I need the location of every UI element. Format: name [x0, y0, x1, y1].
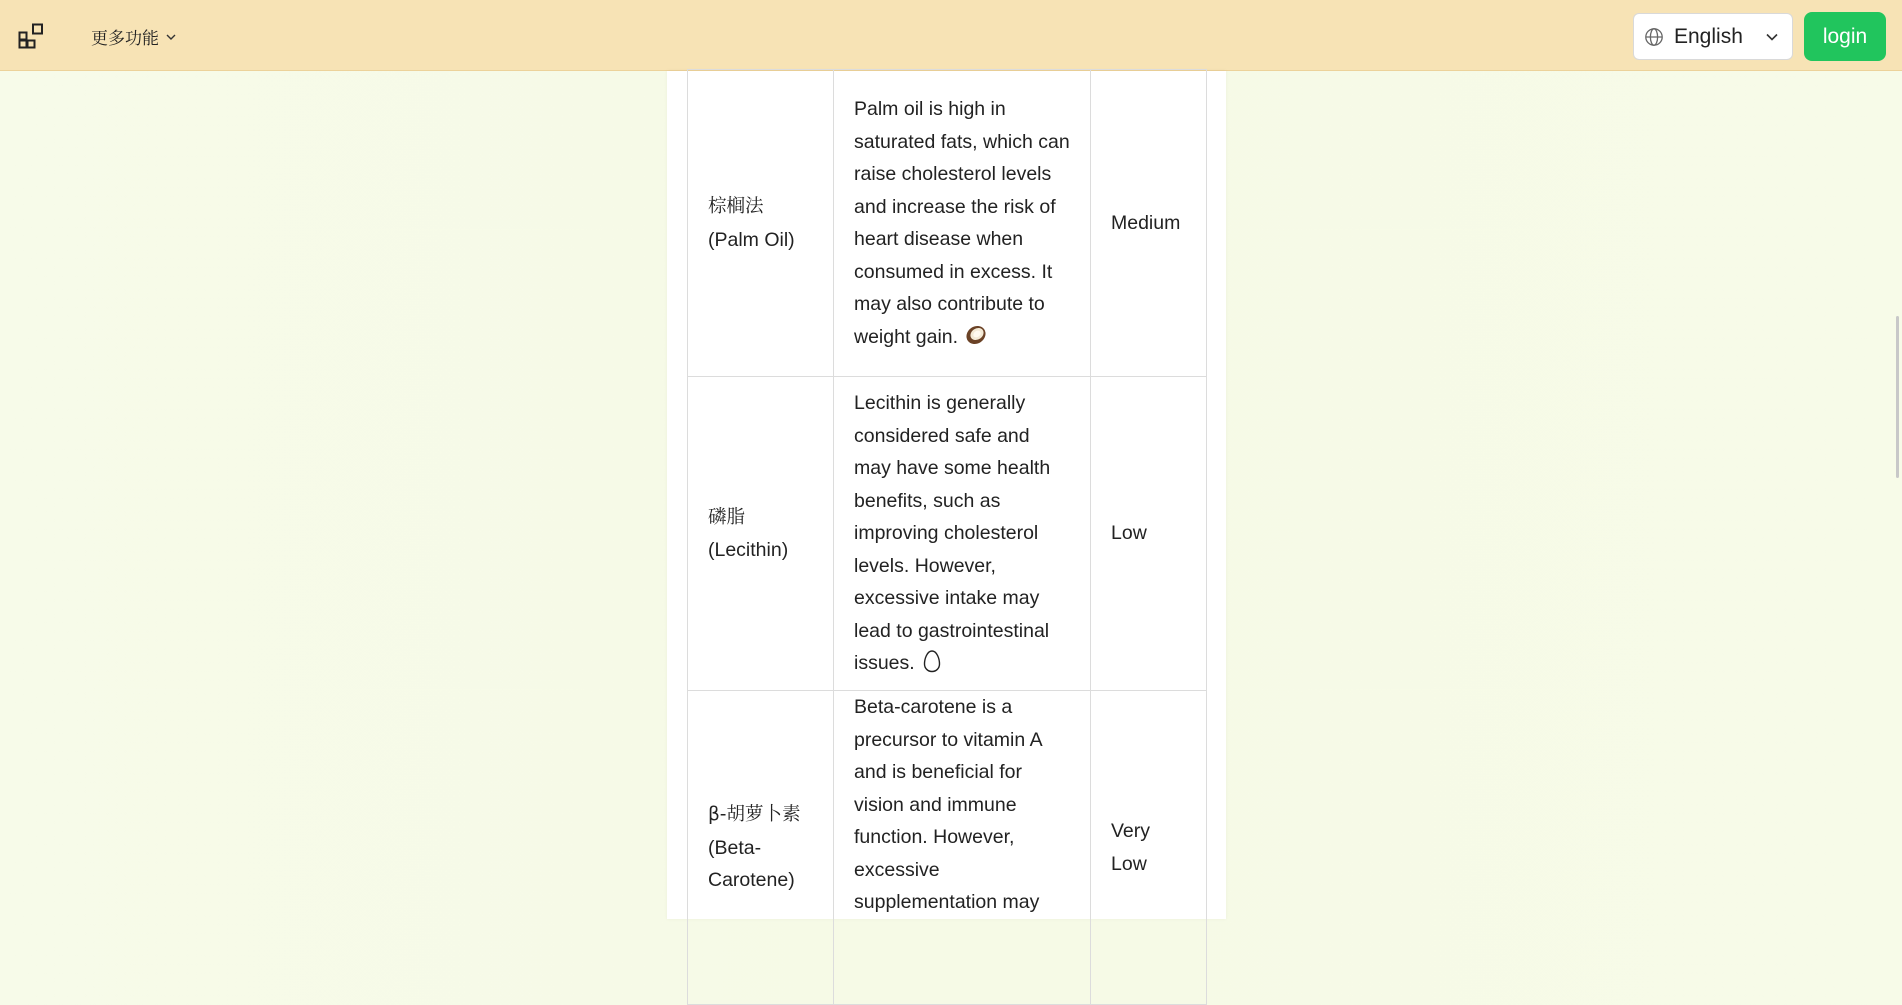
- page-scrollbar[interactable]: [1894, 71, 1902, 919]
- risk-level-cell: [1091, 377, 1207, 691]
- ingredients-card: [667, 71, 1226, 919]
- ingredient-description-cell: [834, 691, 1091, 1005]
- ingredient-description: Palm oil is high in saturated fats, which can raise cholesterol levels and increase the risk of heart disease when consumed in excess. It may also contribute to weight gain.: [854, 98, 1070, 348]
- ingredient-description-cell: [834, 377, 1091, 691]
- ingredient-name-en: (Palm Oil): [708, 228, 795, 251]
- ingredients-table: [687, 69, 1207, 1005]
- ingredient-name-cell: [688, 691, 834, 1005]
- language-select[interactable]: [1633, 13, 1793, 60]
- more-features-label: 更多功能: [91, 28, 159, 49]
- ingredient-name-cn: 棕榈法: [708, 196, 764, 217]
- chevron-down-icon: [1764, 29, 1780, 45]
- language-value: English: [1674, 24, 1743, 48]
- egg-icon: [920, 649, 944, 673]
- table-row: [688, 691, 1207, 1005]
- ingredient-name-en: (Lecithin): [708, 539, 789, 561]
- ingredient-description: Beta-carotene is a precursor to vitamin A and is beneficial for vision and immune function. However, excessive supplementation may: [854, 696, 1042, 913]
- ingredient-description: Lecithin is generally considered safe and may have some health benefits, such as improving cholesterol levels. However, excessive intake may lead to gastrointestinal issues.: [854, 392, 1051, 675]
- ingredient-name-cn: 磷脂: [708, 506, 746, 528]
- ingredient-name-cell: [688, 70, 834, 377]
- top-bar: [0, 0, 1902, 71]
- table-row: [688, 70, 1207, 377]
- more-features-menu[interactable]: [91, 24, 177, 48]
- ingredient-name-en: (Beta-Carotene): [708, 836, 795, 892]
- ingredient-description-cell: [834, 70, 1091, 377]
- table-row: [688, 377, 1207, 691]
- risk-level: Medium: [1111, 211, 1181, 234]
- coconut-icon: [964, 323, 988, 347]
- risk-level-cell: [1091, 70, 1207, 377]
- risk-level: Very Low: [1111, 820, 1151, 875]
- globe-icon: [1644, 27, 1664, 47]
- apps-grid-icon[interactable]: [18, 23, 44, 49]
- chevron-down-icon: [165, 31, 177, 43]
- login-button[interactable]: login: [1804, 12, 1886, 61]
- risk-level-cell: [1091, 691, 1207, 1005]
- ingredient-name-cell: [688, 377, 834, 691]
- scrollbar-thumb[interactable]: [1896, 316, 1899, 478]
- risk-level: Low: [1111, 522, 1147, 545]
- ingredient-name-cn: β-胡萝卜素: [708, 804, 801, 826]
